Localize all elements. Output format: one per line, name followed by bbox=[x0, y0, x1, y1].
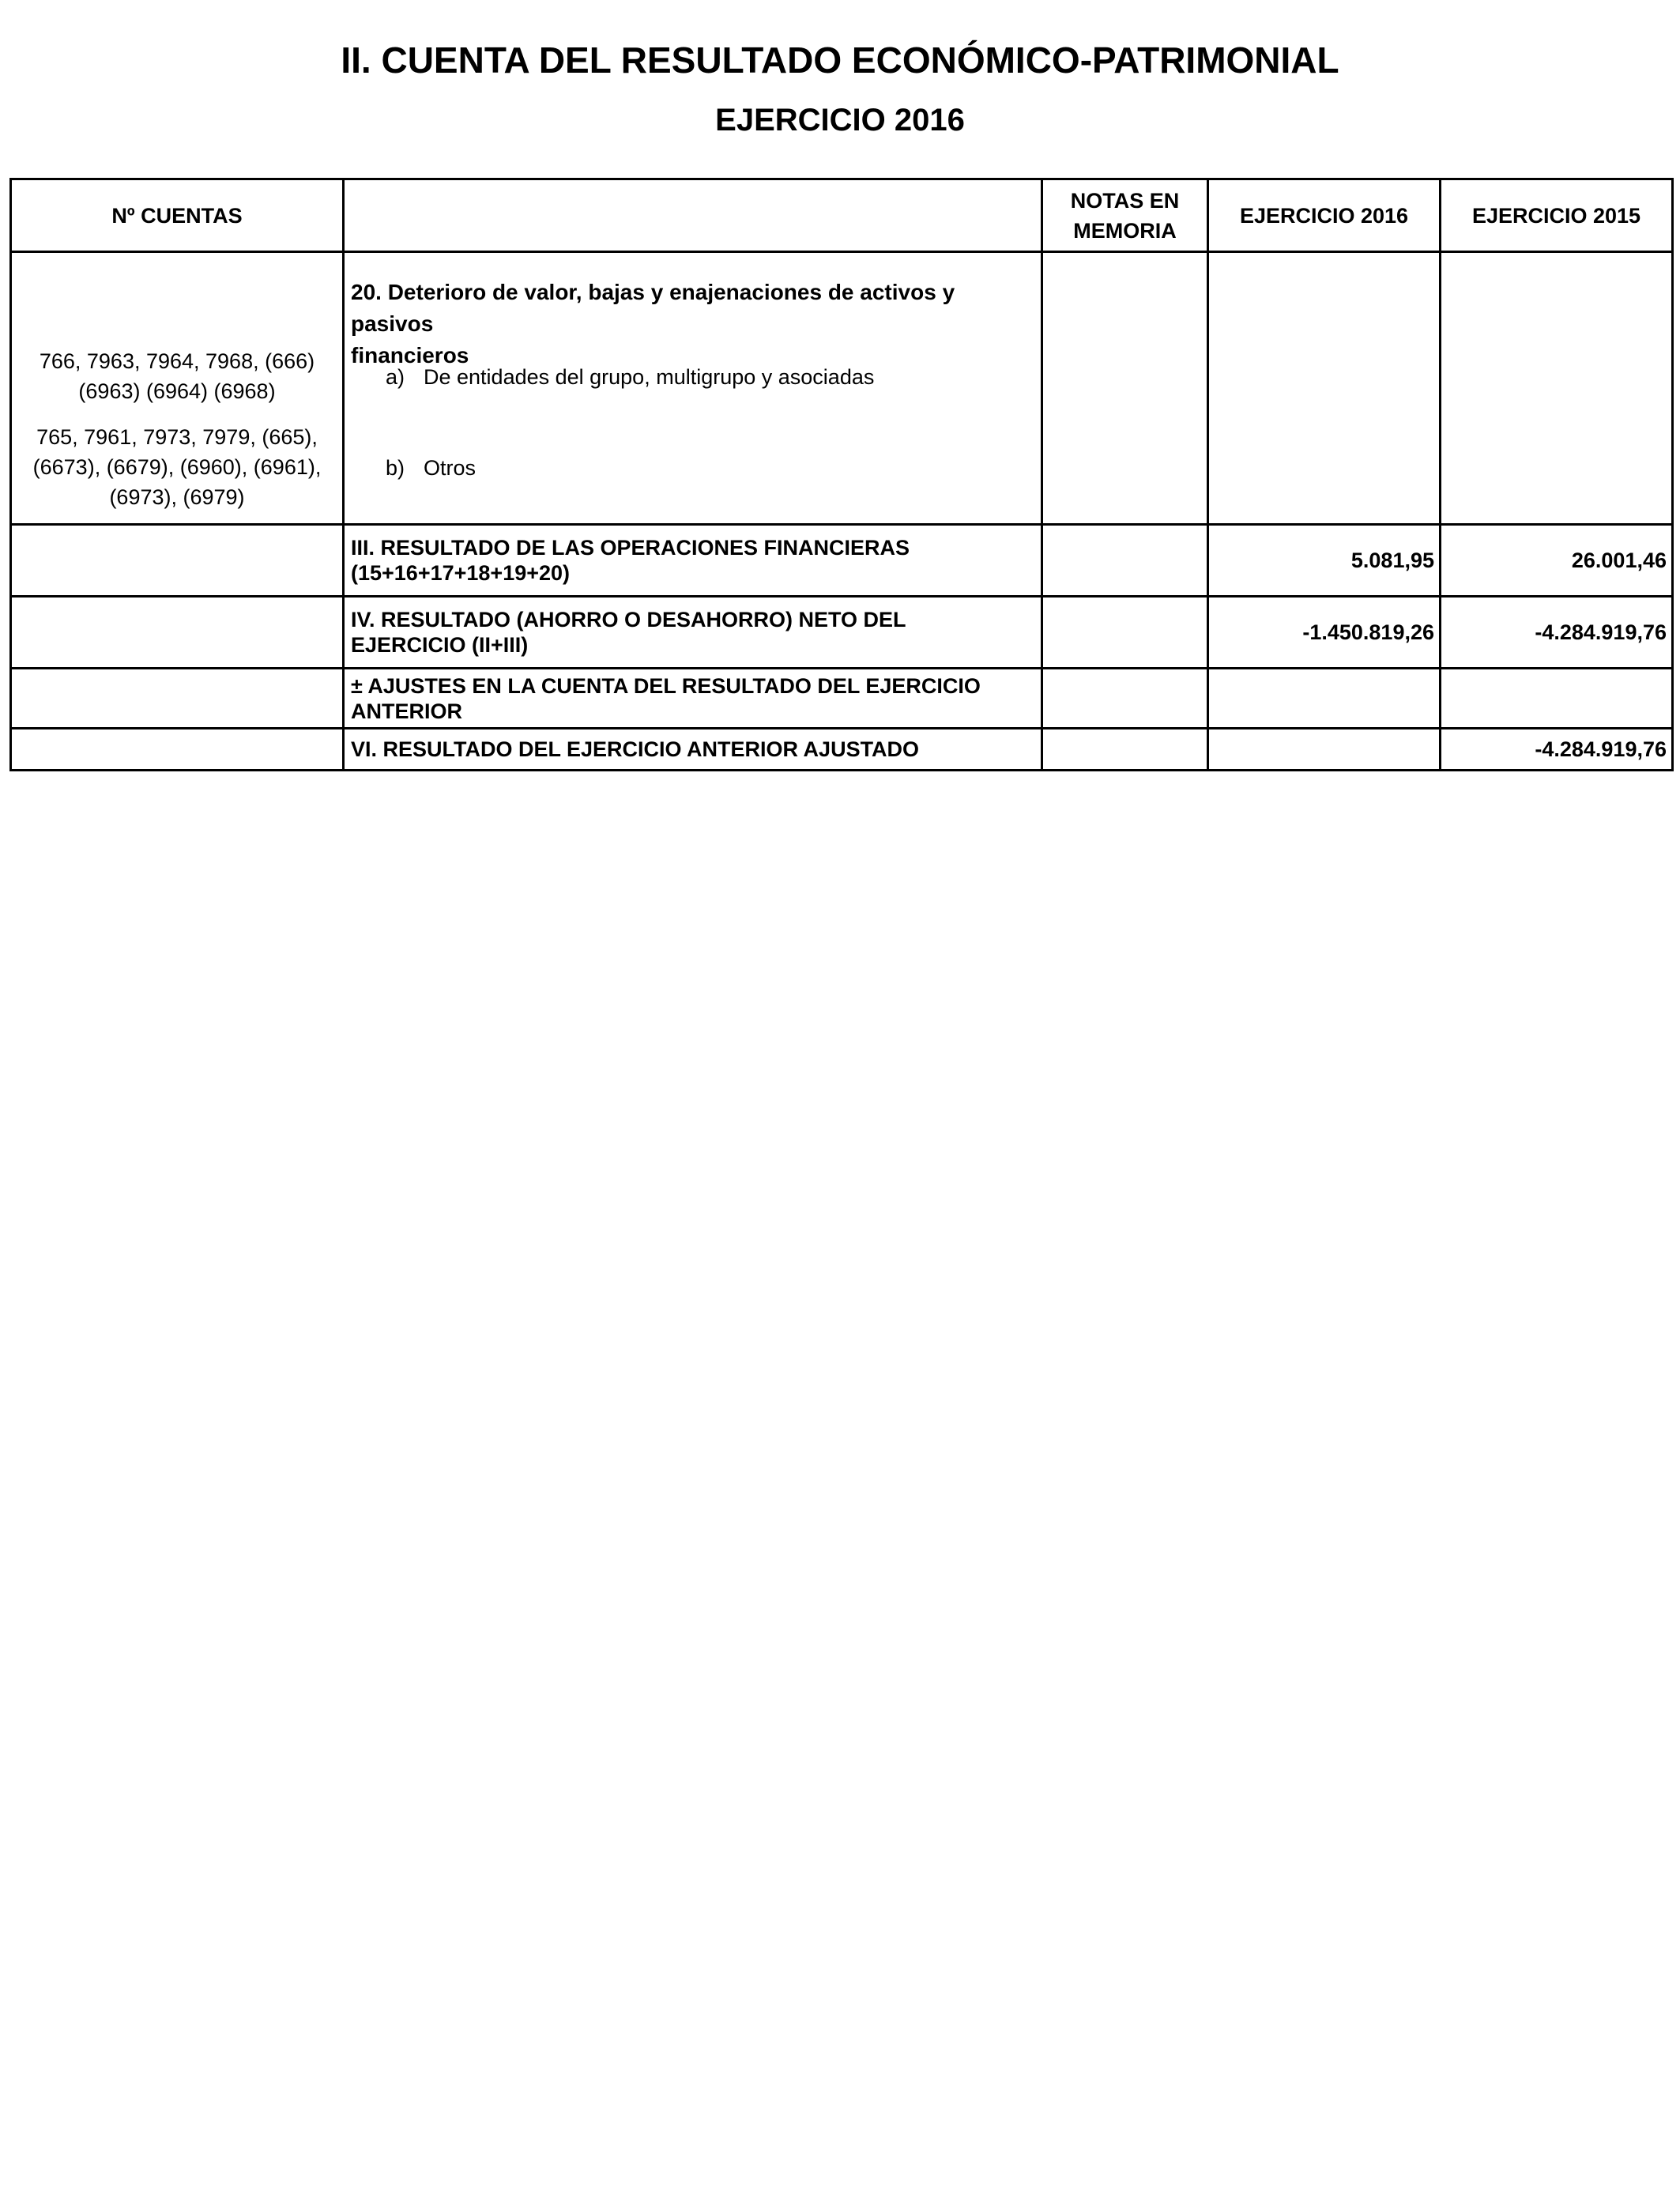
block20-item-b bbox=[386, 453, 476, 483]
header-notes bbox=[1042, 179, 1208, 252]
header-notes-line2: MEMORIA bbox=[1073, 218, 1177, 243]
block20-title-line1: 20. Deterioro de valor, bajas y enajenaciones de activos y pasivos bbox=[351, 280, 955, 336]
block20-title bbox=[351, 277, 1033, 371]
row-iv-label bbox=[344, 597, 1042, 669]
row-iv-notes bbox=[1042, 597, 1208, 669]
item-b-accounts-line1: 765, 7961, 7973, 7979, (665), bbox=[36, 425, 318, 449]
header-concept bbox=[344, 179, 1042, 252]
item-b-accounts-line2: (6673), (6679), (6960), (6961), bbox=[32, 455, 322, 479]
row-iii-y2016: 5.081,95 bbox=[1208, 525, 1441, 597]
item-b-accounts-line3: (6973), (6979) bbox=[109, 485, 245, 509]
row-iv-label-line1: IV. RESULTADO (AHORRO O DESAHORRO) NETO DEL bbox=[351, 608, 906, 631]
block20-accounts-cell bbox=[11, 252, 344, 525]
header-year-2016: EJERCICIO 2016 bbox=[1208, 179, 1441, 252]
row-adj-notes bbox=[1042, 669, 1208, 729]
row-iii-label-line2: (15+16+17+18+19+20) bbox=[351, 561, 571, 585]
table-row-iii bbox=[11, 525, 1673, 597]
row-adj-y2015 bbox=[1441, 669, 1673, 729]
page-subtitle: EJERCICIO 2016 bbox=[715, 103, 965, 138]
header-notes-line1: NOTAS EN bbox=[1070, 188, 1180, 213]
row-vi-notes bbox=[1042, 729, 1208, 771]
item-a-accounts-line2: (6963) (6964) (6968) bbox=[78, 379, 276, 403]
block20-item-a bbox=[386, 362, 874, 392]
block20-y2016-cell bbox=[1208, 252, 1441, 525]
row-iii-notes bbox=[1042, 525, 1208, 597]
row-iv-y2016: -1.450.819,26 bbox=[1208, 597, 1441, 669]
row-iv-y2015: -4.284.919,76 bbox=[1441, 597, 1673, 669]
row-adj-accounts bbox=[11, 669, 344, 729]
table-row-block-20 bbox=[11, 252, 1673, 525]
row-iii-y2015: 26.001,46 bbox=[1441, 525, 1673, 597]
block20-item-b-accounts bbox=[12, 422, 342, 512]
table-row-adjustments bbox=[11, 669, 1673, 729]
item-b-label: Otros bbox=[424, 456, 477, 480]
table-header-row bbox=[11, 179, 1673, 252]
row-vi-y2015: -4.284.919,76 bbox=[1441, 729, 1673, 771]
row-adj-label-line2: ANTERIOR bbox=[351, 699, 462, 723]
row-adj-label-line1: ± AJUSTES EN LA CUENTA DEL RESULTADO DEL EJERCICIO bbox=[351, 673, 981, 698]
row-adj-label bbox=[344, 669, 1042, 729]
row-iii-accounts bbox=[11, 525, 344, 597]
item-a-accounts-line1: 766, 7963, 7964, 7968, (666) bbox=[39, 349, 315, 373]
page-title: II. CUENTA DEL RESULTADO ECONÓMICO-PATRIMONIAL bbox=[341, 40, 1339, 81]
item-a-letter: a) bbox=[386, 365, 405, 389]
header-accounts: Nº CUENTAS bbox=[11, 179, 344, 252]
result-table bbox=[9, 178, 1674, 771]
block20-concept-cell bbox=[344, 252, 1042, 525]
row-vi-label: VI. RESULTADO DEL EJERCICIO ANTERIOR AJUSTADO bbox=[344, 729, 1042, 771]
block20-title-line2: financieros bbox=[351, 343, 469, 368]
table-row-vi bbox=[11, 729, 1673, 771]
row-iv-accounts bbox=[11, 597, 344, 669]
table-row-iv bbox=[11, 597, 1673, 669]
header-year-2015: EJERCICIO 2015 bbox=[1441, 179, 1673, 252]
row-iv-label-line2: EJERCICIO (II+III) bbox=[351, 633, 529, 657]
item-a-label: De entidades del grupo, multigrupo y asociadas bbox=[424, 365, 875, 389]
row-adj-y2016 bbox=[1208, 669, 1441, 729]
item-b-letter: b) bbox=[386, 456, 405, 480]
row-iii-label bbox=[344, 525, 1042, 597]
row-iii-label-line1: III. RESULTADO DE LAS OPERACIONES FINANCIERAS bbox=[351, 536, 910, 560]
row-vi-accounts bbox=[11, 729, 344, 771]
block20-item-a-accounts bbox=[12, 346, 342, 406]
block20-notes-cell bbox=[1042, 252, 1208, 525]
row-vi-y2016 bbox=[1208, 729, 1441, 771]
block20-y2015-cell bbox=[1441, 252, 1673, 525]
